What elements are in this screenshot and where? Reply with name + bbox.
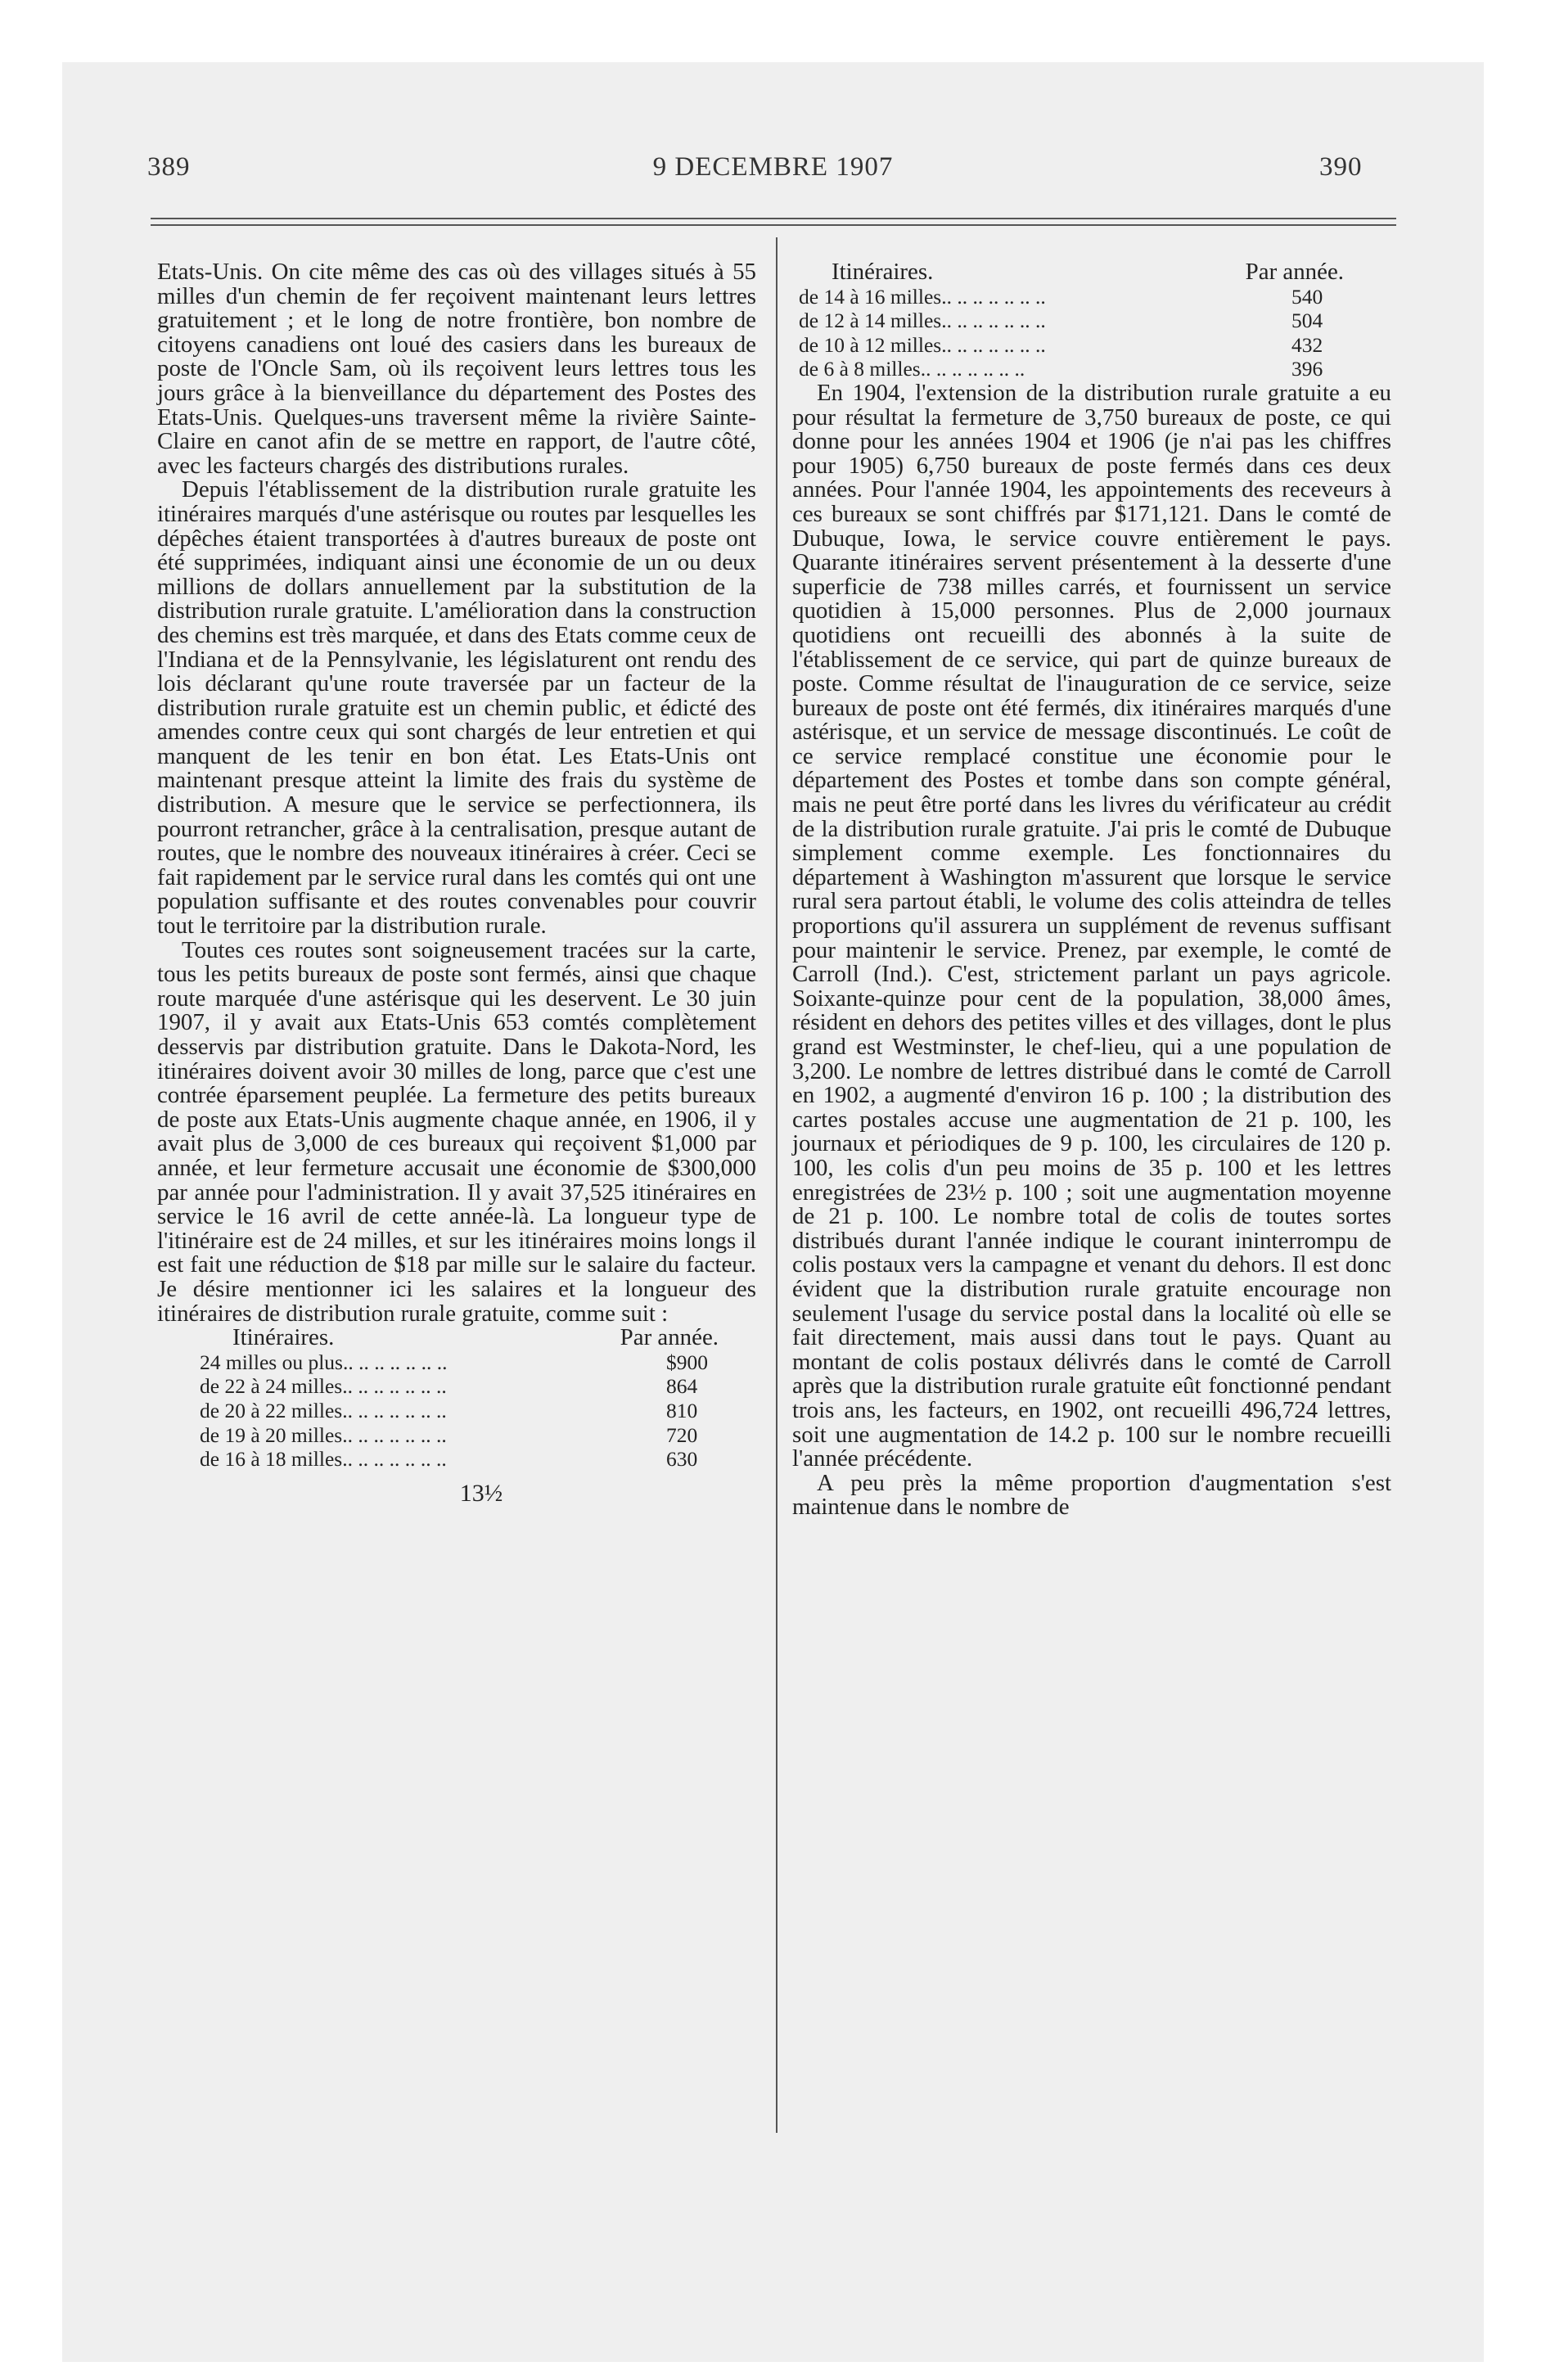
table-row — [799, 309, 1349, 333]
row-label: de 19 à 20 milles.. .. .. .. .. .. .. — [200, 1422, 447, 1447]
table-header — [799, 260, 1349, 285]
row-value: $900 — [666, 1350, 708, 1374]
row-label: de 20 à 22 milles.. .. .. .. .. .. .. — [200, 1398, 447, 1422]
row-value: 864 — [666, 1374, 698, 1399]
row-value: 432 — [1291, 332, 1323, 357]
paragraph: En 1904, l'extension de la distribution rurale gratuite a eu pour résultat la fermeture de 3,750 bureaux de poste, ce qui donne pour les années 1904 et 1906 (je n'ai pas les chiffres pour 1905) 6,750 bureaux de poste fermés dans ces deux années. Pour l'année 1904, les appointements des receveurs à ces bureaux se sont chiffrés par $171,121. Dans le comté de Dubuque, Iowa, le service couvre entièrement le pays. Quarante itinéraires servent présentement à la desserte d'une superficie de 738 milles carrés, et fournissent un service quotidien à 15,000 personnes. Plus de 2,000 journaux quotidiens ont recueilli des abonnés à la suite de l'établissement de ce service, qui part de quinze bureaux de poste. Comme résultat de l'inauguration de ce service, seize bureaux de poste ont été fermés, dix itinéraires marqués d'une astérisque, et un service de message discontinués. Le coût de ce service remplacé constitue une économie pour le département des Postes et tombe dans son compte général, mais ne peut être porté dans les livres du vérificateur au crédit de la distribution rurale gratuite. J'ai pris le comté de Dubuque simplement comme exemple. Les fonctionnaires du département à Washington m'assurent que lorsque le service rural sera partout établi, le volume des colis atteindra de telles proportions qu'il assurera un supplément de revenus suffisant pour maintenir le service. Prenez, par exemple, le comté de Carroll (Ind.). C'est, strictement parlant un pays agricole. Soixante-quinze pour cent de la population, 38,000 âmes, résident en dehors des petites villes et des villages, dont le plus grand est Westminster, le chef-lieu, qui a une population de 3,200. Le nombre de lettres distribué dans le comté de Carroll en 1902, a augmenté d'environ 16 p. 100 ; la distribution des cartes postales accuse une augmentation de 21 p. 100, les journaux et périodiques de 9 p. 100, les circulaires de 120 p. 100, les colis d'un peu moins de 35 p. 100 et les lettres enregistrées de 23½ p. 100 ; soit une augmentation moyenne de 21 p. 100. Le nombre total de colis de toutes sortes distribués durant l'année indique le courant ininterrompu de colis postaux vers la campagne et venant du dehors. Il est donc évident que la distribution rurale gratuite encourage non seulement l'usage du service postal dans la localité où elle se fait directement, mais aussi dans tout le pays. Quant au montant de colis postaux délivrés dans le comté de Carroll après que la distribution rurale gratuite eût fonctionné pendant trois ans, les facteurs, en 1902, ont recueilli 496,724 lettres, soit une augmentation de 14.2 p. 100 sur le nombre recueilli l'année précédente. — [792, 379, 1391, 1472]
salary-table-continued — [792, 260, 1391, 381]
row-value: 810 — [666, 1398, 698, 1422]
row-label: de 22 à 24 milles.. .. .. .. .. .. .. — [200, 1374, 447, 1399]
folio-mark: 13½ — [459, 1479, 503, 1507]
row-label: de 16 à 18 milles.. .. .. .. .. .. .. — [200, 1447, 447, 1472]
row-label: 24 milles ou plus.. .. .. .. .. .. .. — [200, 1350, 448, 1374]
table-header — [200, 1326, 723, 1350]
table-header-label: Itinéraires. — [232, 1324, 335, 1351]
table-row — [200, 1423, 723, 1448]
row-value: 630 — [666, 1447, 698, 1472]
row-label: de 12 à 14 milles.. .. .. .. .. .. .. — [799, 309, 1046, 333]
table-row — [799, 333, 1349, 358]
left-page-number: 389 — [147, 152, 191, 182]
table-row — [799, 285, 1349, 309]
table-header-label: Itinéraires. — [832, 259, 934, 285]
row-label: de 14 à 16 milles.. .. .. .. .. .. .. — [799, 284, 1046, 309]
left-column — [157, 260, 756, 1508]
row-value: 396 — [1291, 357, 1323, 381]
paragraph: Toutes ces routes sont soigneusement tracées sur la carte, tous les petits bureaux de poste sont fermés, ainsi que chaque route marquée d'une astérisque qui les deservent. Le 30 juin 1907, il y avait aux Etats-Unis 653 comtés complètement desservis par distribution gratuite. Dans le Dakota-Nord, les itinéraires doivent avoir 30 milles de long, parce que c'est une contrée éparsement peuplée. La fermeture des petits bureaux de poste aux Etats-Unis augmente chaque année, en 1906, il y avait plus de 3,000 de ces bureaux qui reçoivent $1,000 par année, et leur fermeture accusait une économie de $300,000 par année pour l'administration. Il y avait 37,525 itinéraires en service le 16 avril de cette année-là. La longueur type de l'itinéraire est de 24 milles, et sur les itinéraires moins longs il est fait une réduction de $18 par mille sur le salaire du facteur. Je désire mentionner ici les salaires et la longueur des itinéraires de distribution rurale gratuite, comme suit : — [157, 936, 756, 1327]
table-header-value: Par année. — [1245, 259, 1344, 285]
row-value: 504 — [1291, 309, 1323, 333]
row-label: de 10 à 12 milles.. .. .. .. .. .. .. — [799, 332, 1046, 357]
header-rule — [151, 224, 1396, 226]
row-label: de 6 à 8 milles.. .. .. .. .. .. .. — [799, 357, 1025, 381]
header-rule — [151, 218, 1396, 219]
table-header-value: Par année. — [620, 1324, 719, 1351]
salary-table — [157, 1326, 756, 1472]
table-row — [200, 1447, 723, 1472]
right-page-number: 390 — [1319, 152, 1363, 182]
row-value: 720 — [666, 1422, 698, 1447]
paragraph: Depuis l'établissement de la distribution rurale gratuite les itinéraires marqués d'une astérisque ou routes par lesquelles les dépêches étaient transportées à d'autres bureaux de poste ont été supprimées, indiquant ainsi une économie de un ou deux millions de dollars annuellement par la substitution de la distribution rurale gratuite. L'amélioration dans la construction des chemins est très marquée, et dans des Etats comme ceux de l'Indiana et de la Pennsylvanie, les législaturent ont rendu des lois déclarant qu'une route traversée par un facteur de la distribution rurale gratuite est un chemin public, et édicté des amendes contre ceux qui sont chargés de leur entretien et qui manquent de les tenir en bon état. Les Etats-Unis ont maintenant presque atteint la limite des frais du système de distribution. A mesure que le service se perfectionnera, ils pourront retrancher, grâce à la centralisation, presque autant de routes, que le nombre des nouveaux itinéraires à créer. Ceci se fait rapidement par le service rural dans les comtés qui ont une population suffisante et des routes convenables pour couvrir tout le territoire par la distribution rurale. — [157, 476, 756, 940]
table-row — [200, 1399, 723, 1423]
table-row — [799, 357, 1349, 381]
table-row — [200, 1374, 723, 1399]
page-title: 9 DECEMBRE 1907 — [652, 152, 894, 182]
paragraph: Etats-Unis. On cite même des cas où des villages situés à 55 milles d'un chemin de fer reçoivent maintenant leurs lettres gratuitement ; et le long de notre frontière, bon nombre de citoyens canadiens ont loué des casiers dans les bureaux de poste de l'Oncle Sam, où ils reçoivent leurs lettres tous les jours grâce à la bienveillance du département des Postes des Etats-Unis. Quelques-uns traversent même la rivière Sainte-Claire en canot afin de se mettre en rapport, de l'autre côté, avec les facteurs chargés des distributions rurales. — [157, 259, 756, 479]
table-row — [200, 1350, 723, 1375]
right-column — [792, 260, 1391, 1520]
paragraph: A peu près la même proportion d'augmentation s'est maintenue dans le nombre de — [792, 1469, 1391, 1521]
column-divider — [776, 237, 778, 2133]
row-value: 540 — [1291, 284, 1323, 309]
